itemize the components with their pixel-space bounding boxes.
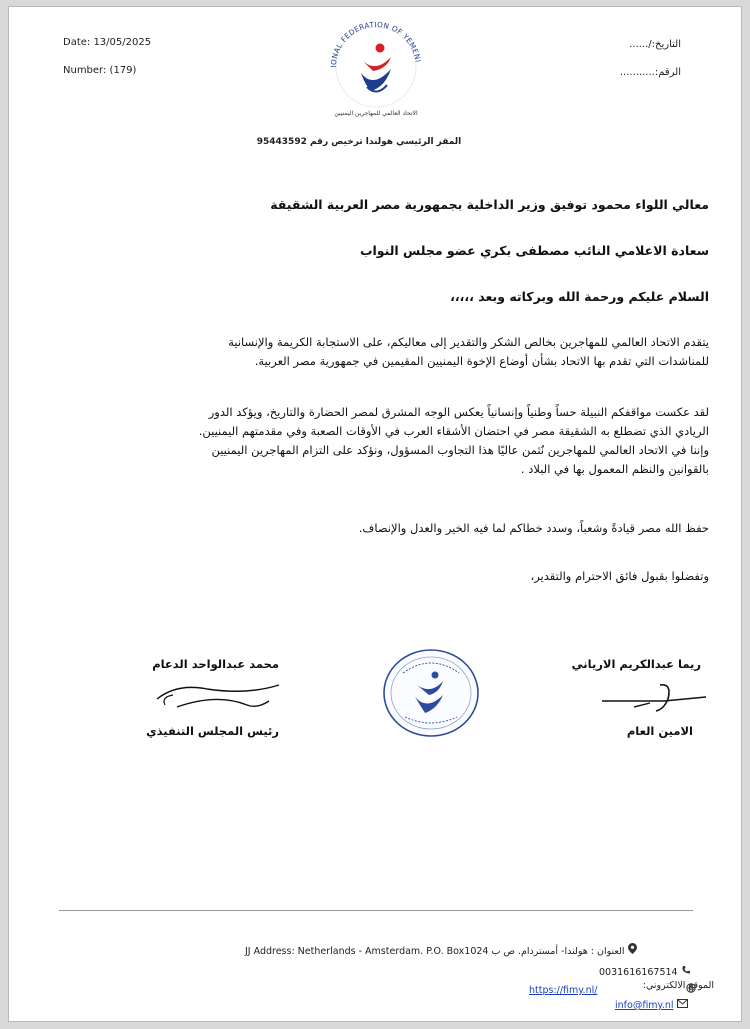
signatory-right-title: الامين العام [626, 724, 693, 738]
signature-right [594, 677, 714, 717]
addressee-1: معالي اللواء محمود توفيق وزير الداخلية بجمهورية مصر العربية الشقيقة [270, 197, 709, 212]
footer-address [245, 943, 715, 957]
paragraph-1-line: يتقدم الاتحاد العالمي للمهاجرين بخالص الشكر والتقدير إلى معاليكم، على الاستجابة الكريمة والإنسانية [228, 335, 709, 349]
paragraph-1-line: للمناشدات التي تقدم بها الاتحاد بشأن أوضاع الإخوة اليمنيين المقيمين في جمهورية مصر العربية. [254, 354, 709, 368]
phone-number: 0031616167514 [599, 967, 678, 978]
headquarters-line: المقر الرئيسي هولندا ترخيص رقم 95443592 [256, 137, 462, 147]
signatory-left-title: رئيس المجلس التنفيذي [146, 724, 279, 738]
addressee-2: سعادة الاعلامي النائب مصطفى بكري عضو مجلس النواب [359, 243, 709, 258]
paragraph-2-line: الريادي الذي تضطلع به الشقيقة مصر في احتضان الأشقاء العرب في الأوقات الصعبة وفي مقدمتهم اليمنيين. [198, 424, 709, 438]
signature-left-icon [147, 675, 287, 717]
website-link[interactable]: https://fimy.nl/ [529, 985, 598, 996]
address-en: JJ Address: Netherlands - Amsterdam. P.O. Box1024 [245, 946, 489, 957]
email-icon [677, 999, 688, 1011]
location-pin-icon [628, 943, 637, 957]
logo-org-ar: الاتحاد العالمي للمهاجرين اليمنيين [334, 110, 418, 117]
stamp-icon [381, 647, 481, 739]
official-stamp [381, 647, 481, 739]
footer-phone [599, 965, 719, 978]
footer-divider [59, 910, 693, 911]
phone-icon [681, 965, 691, 978]
number-line: Number: (179) [63, 65, 137, 76]
federation-logo [321, 15, 431, 131]
paragraph-3: حفظ الله مصر قيادةً وشعباً، وسدد خطاكم لما فيه الخير والعدل والإنصاف. [358, 521, 709, 535]
website-label: الموقع الالكتروني: [642, 980, 714, 991]
federation-logo-icon [321, 15, 431, 131]
signatory-right-name: ريما عبدالكريم الارياني [571, 657, 701, 671]
signature-right-icon [594, 677, 714, 717]
closing-line: وتفضلوا بقبول فائق الاحترام والتقدير، [530, 569, 709, 583]
signatory-left-name: محمد عبدالواحد الدعام [152, 657, 279, 671]
email-link[interactable]: info@fimy.nl [615, 1000, 674, 1011]
letter-page [8, 6, 742, 1022]
date-line-ar: التاريخ:/...... [629, 39, 681, 50]
address-ar: العنوان : هولندا- أمستردام. ص ب [491, 946, 625, 957]
paragraph-2-line: وإننا في الاتحاد العالمي للمهاجرين نُثمن عاليًا هذا التجاوب المسؤول، ونؤكد على التزام المهاجرين اليمنيين [211, 443, 709, 457]
greeting: السلام عليكم ورحمة الله وبركاته وبعد ،،،،، [450, 289, 709, 304]
date-line: Date: 13/05/2025 [63, 37, 152, 48]
globe-icon [686, 983, 696, 996]
logo-ring-text: IONAL FEDERATION OF YEMENI [328, 19, 423, 68]
paragraph-2-line: بالقوانين والنظم المعمول بها في البلاد . [520, 462, 709, 476]
paragraph-2 [59, 403, 709, 479]
paragraph-2-line: لقد عكست مواقفكم النبيلة حساً وطنياً وإنسانياً يعكس الوجه المشرق لمصر الحضارة والتاريخ، ويؤكد الدور [208, 405, 709, 419]
signature-left [147, 675, 287, 717]
paragraph-1 [59, 333, 709, 371]
footer-website [529, 983, 719, 996]
footer-email [615, 999, 725, 1011]
number-line-ar: الرقم:........... [619, 67, 681, 78]
svg-text:INTERNATIONAL FEDERATION OF YE [321, 15, 423, 68]
